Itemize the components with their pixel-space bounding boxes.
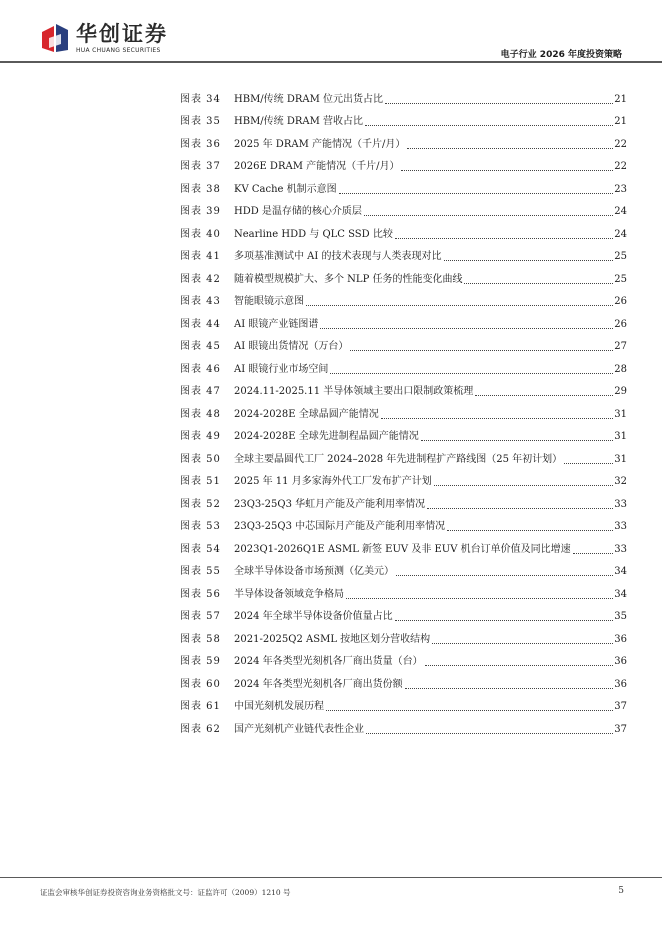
toc-dot-leader	[475, 395, 613, 396]
toc-entry-page: 31	[614, 408, 627, 420]
toc-entry-title: 2024 年各类型光刻机各厂商出货份额	[234, 678, 403, 690]
toc-dot-leader	[573, 553, 614, 554]
toc-dot-leader	[366, 733, 613, 734]
toc-entry[interactable]	[180, 624, 627, 647]
toc-dot-leader	[381, 418, 614, 419]
toc-entry-label: 图表 56	[180, 588, 221, 600]
logo-mark-icon	[40, 22, 70, 54]
toc-entry[interactable]	[180, 467, 627, 490]
toc-dot-leader	[326, 710, 613, 711]
toc-entry-title: 2024-2028E 全球先进制程晶圆产能情况	[234, 431, 419, 442]
toc-entry-label: 图表 38	[180, 183, 221, 195]
toc-dot-leader	[395, 238, 613, 239]
toc-entry-page: 36	[614, 633, 627, 645]
toc-entry-page: 31	[614, 431, 627, 442]
toc-entry-title: 23Q3-25Q3 华虹月产能及产能利用率情况	[234, 498, 426, 510]
toc-entry-title: HBM/传统 DRAM 位元出货占比	[234, 93, 384, 105]
toc-entry-label: 图表 52	[180, 498, 221, 510]
toc-entry[interactable]	[180, 152, 627, 175]
toc-entry[interactable]	[180, 174, 627, 197]
toc-entry-label: 图表 34	[180, 93, 221, 105]
page-number: 5	[618, 886, 624, 896]
toc-entry-label: 图表 44	[180, 318, 221, 330]
toc-entry-label: 图表 49	[180, 431, 221, 442]
toc-entry[interactable]	[180, 534, 627, 557]
toc-dot-leader	[364, 215, 613, 216]
toc-entry-title: 2024 年各类型光刻机各厂商出货量（台）	[234, 656, 423, 667]
toc-entry-label: 图表 36	[180, 138, 221, 150]
toc-entry-title: 23Q3-25Q3 中芯国际月产能及产能利用率情况	[234, 521, 446, 532]
toc-dot-leader	[447, 530, 613, 531]
logo-english-name: HUA CHUANG SECURITIES	[76, 47, 161, 54]
toc-entry[interactable]	[180, 197, 627, 220]
toc-entry-label: 图表 41	[180, 251, 221, 262]
toc-entry-title: 半导体设备领域竞争格局	[234, 588, 344, 600]
toc-dot-leader	[564, 463, 613, 464]
toc-entry-label: 图表 43	[180, 296, 221, 307]
toc-entry-page: 33	[614, 521, 627, 532]
toc-dot-leader	[330, 373, 613, 374]
logo-chinese-name: 华创证券	[76, 22, 168, 46]
toc-entry[interactable]	[180, 602, 627, 625]
toc-dot-leader	[432, 643, 613, 644]
toc-entry-page: 35	[614, 611, 627, 622]
footer-license-text: 证监会审核华创证券投资咨询业务资格批文号：证监许可（2009）1210 号	[40, 888, 291, 897]
toc-entry[interactable]	[180, 84, 627, 107]
figure-index-list	[180, 84, 627, 737]
toc-entry-label: 图表 40	[180, 228, 221, 240]
toc-entry-title: KV Cache 机制示意图	[234, 183, 337, 195]
toc-entry[interactable]	[180, 579, 627, 602]
toc-dot-leader	[444, 260, 614, 261]
toc-entry-title: Nearline HDD 与 QLC SSD 比较	[234, 228, 393, 240]
toc-entry-page: 33	[614, 498, 627, 510]
toc-entry-label: 图表 62	[180, 723, 221, 735]
toc-entry-title: 2024 年全球半导体设备价值量占比	[234, 611, 393, 622]
toc-entry-page: 26	[614, 318, 627, 330]
toc-entry-label: 图表 57	[180, 611, 221, 622]
toc-dot-leader	[427, 508, 613, 509]
toc-entry[interactable]	[180, 219, 627, 242]
toc-entry-title: 随着模型规模扩大、多个 NLP 任务的性能变化曲线	[234, 273, 463, 285]
toc-entry-label: 图表 55	[180, 566, 221, 577]
toc-entry-title: 2026E DRAM 产能情况（千片/月）	[234, 161, 400, 172]
toc-entry-title: 全球主要晶圆代工厂 2024–2028 年先进制程扩产路线图（25 年初计划）	[234, 453, 563, 465]
toc-entry[interactable]	[180, 242, 627, 265]
toc-entry-page: 23	[614, 183, 627, 195]
toc-entry-title: 2023Q1-2026Q1E ASML 新签 EUV 及非 EUV 机台订单价值及同比增速	[234, 543, 571, 555]
toc-entry-label: 图表 45	[180, 341, 221, 352]
toc-entry-page: 29	[614, 386, 627, 397]
toc-dot-leader	[350, 350, 613, 351]
toc-entry[interactable]	[180, 444, 627, 467]
page-header	[0, 0, 662, 62]
toc-dot-leader	[346, 598, 613, 599]
toc-dot-leader	[396, 575, 613, 576]
toc-dot-leader	[306, 305, 613, 306]
toc-dot-leader	[401, 170, 613, 171]
toc-entry-title: 2024.11-2025.11 半导体领域主要出口限制政策梳理	[234, 386, 474, 397]
toc-entry-page: 33	[614, 543, 627, 555]
toc-entry-label: 图表 50	[180, 453, 221, 465]
toc-entry[interactable]	[180, 332, 627, 355]
toc-dot-leader	[421, 440, 614, 441]
toc-entry[interactable]	[180, 399, 627, 422]
toc-entry-title: HDD 是温存储的核心介质层	[234, 206, 362, 217]
toc-entry-title: AI 眼镜产业链图谱	[234, 318, 319, 330]
toc-entry-page: 24	[614, 228, 627, 240]
toc-entry-label: 图表 53	[180, 521, 221, 532]
toc-entry-label: 图表 51	[180, 476, 221, 487]
toc-entry[interactable]	[180, 129, 627, 152]
toc-entry-title: 2024-2028E 全球晶圆产能情况	[234, 408, 379, 420]
toc-entry-page: 31	[614, 453, 627, 465]
toc-entry[interactable]	[180, 354, 627, 377]
toc-dot-leader	[407, 148, 613, 149]
toc-entry-title: 中国光刻机发展历程	[234, 701, 324, 712]
toc-dot-leader	[405, 688, 614, 689]
toc-entry-label: 图表 37	[180, 161, 221, 172]
header-divider	[0, 61, 662, 63]
document-title-tag: 电子行业 2026 年度投资策略	[500, 50, 622, 60]
toc-entry-page: 27	[614, 341, 627, 352]
toc-dot-leader	[464, 283, 613, 284]
toc-dot-leader	[339, 193, 614, 194]
toc-dot-leader	[434, 485, 614, 486]
toc-entry-page: 37	[614, 723, 627, 735]
toc-entry-title: AI 眼镜出货情况（万台）	[234, 341, 349, 352]
toc-entry[interactable]	[180, 422, 627, 445]
toc-entry[interactable]	[180, 557, 627, 580]
toc-entry-label: 图表 35	[180, 116, 221, 127]
toc-entry[interactable]	[180, 264, 627, 287]
toc-entry-label: 图表 58	[180, 633, 221, 645]
toc-entry[interactable]	[180, 377, 627, 400]
toc-entry[interactable]	[180, 107, 627, 130]
toc-entry[interactable]	[180, 512, 627, 535]
toc-entry-title: 多项基准测试中 AI 的技术表现与人类表现对比	[234, 251, 442, 262]
toc-entry[interactable]	[180, 489, 627, 512]
toc-entry-page: 36	[614, 678, 627, 690]
toc-entry[interactable]	[180, 714, 627, 737]
toc-entry-label: 图表 39	[180, 206, 221, 217]
toc-entry-label: 图表 42	[180, 273, 221, 285]
toc-dot-leader	[395, 620, 614, 621]
toc-entry-title: 国产光刻机产业链代表性企业	[234, 723, 364, 735]
toc-entry-page: 34	[614, 588, 627, 600]
toc-entry[interactable]	[180, 309, 627, 332]
toc-entry-title: 2025 年 11 月多家海外代工厂发布扩产计划	[234, 476, 432, 487]
toc-entry-label: 图表 61	[180, 701, 221, 712]
toc-entry-title: HBM/传统 DRAM 营收占比	[234, 116, 364, 127]
toc-entry-page: 32	[614, 476, 627, 487]
toc-entry-page: 25	[614, 251, 627, 262]
toc-entry-page: 22	[614, 138, 627, 150]
toc-entry-title: 2025 年 DRAM 产能情况（千片/月）	[234, 138, 406, 150]
toc-entry-page: 26	[614, 296, 627, 307]
toc-entry-page: 36	[614, 656, 627, 667]
toc-entry-title: 2021-2025Q2 ASML 按地区划分营收结构	[234, 633, 431, 645]
toc-entry-title: 全球半导体设备市场预测（亿美元）	[234, 566, 394, 577]
toc-entry-label: 图表 47	[180, 386, 221, 397]
toc-entry-page: 34	[614, 566, 627, 577]
toc-dot-leader	[425, 665, 614, 666]
toc-entry-page: 28	[614, 363, 627, 375]
toc-entry-page: 22	[614, 161, 627, 172]
toc-dot-leader	[320, 328, 613, 329]
toc-entry[interactable]	[180, 669, 627, 692]
footer-divider	[0, 877, 662, 878]
toc-entry-label: 图表 48	[180, 408, 221, 420]
toc-entry-page: 37	[614, 701, 627, 712]
toc-entry-label: 图表 54	[180, 543, 221, 555]
toc-entry[interactable]	[180, 287, 627, 310]
toc-entry[interactable]	[180, 692, 627, 715]
toc-entry[interactable]	[180, 647, 627, 670]
toc-dot-leader	[365, 125, 613, 126]
toc-entry-label: 图表 60	[180, 678, 221, 690]
company-logo	[40, 22, 168, 56]
toc-entry-title: 智能眼镜示意图	[234, 296, 304, 307]
toc-entry-page: 24	[614, 206, 627, 217]
toc-entry-page: 25	[614, 273, 627, 285]
toc-entry-page: 21	[614, 93, 627, 105]
toc-entry-title: AI 眼镜行业市场空间	[234, 363, 329, 375]
toc-dot-leader	[385, 103, 613, 104]
toc-entry-page: 21	[614, 116, 627, 127]
toc-entry-label: 图表 59	[180, 656, 221, 667]
toc-entry-label: 图表 46	[180, 363, 221, 375]
